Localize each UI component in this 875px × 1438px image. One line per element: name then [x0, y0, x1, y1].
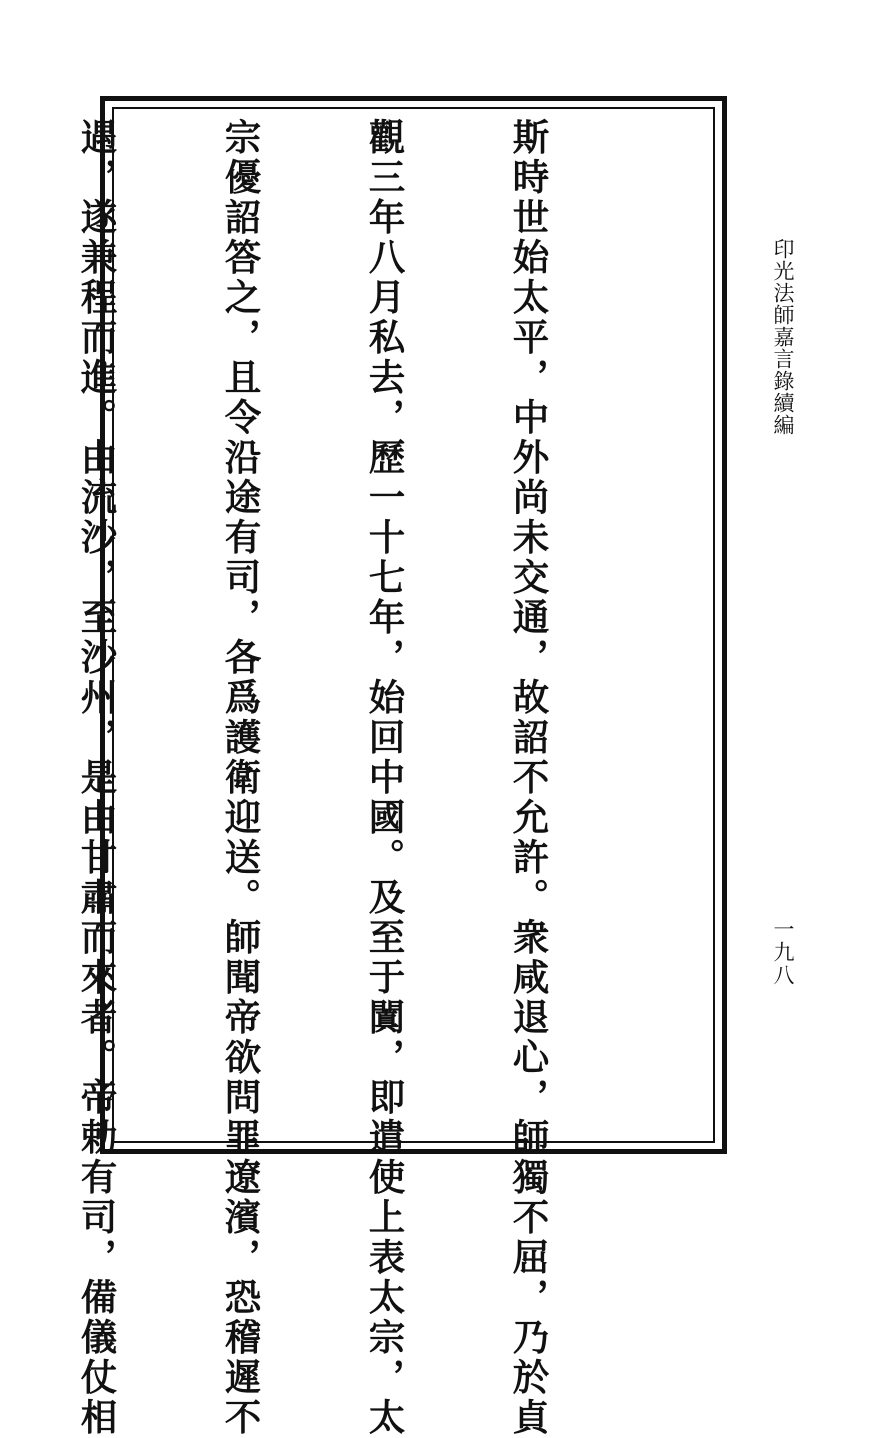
text-column-3: 宗優詔答之，且令沿途有司，各爲護衛迎送。師聞帝欲問罪遼濱，恐稽遲不	[219, 118, 262, 1438]
text-column-2: 觀三年八月私去，歷一十七年，始回中國。及至于闐，即遣使上表太宗，太	[363, 118, 406, 1438]
book-title: 印光法師嘉言錄續編	[771, 238, 795, 436]
text-column-4: 遇，遂兼程而進。由流沙，至沙州，是由甘肅而來者。帝勅有司，備儀仗相	[75, 118, 118, 1438]
page-number: 一九八	[771, 918, 795, 987]
text-column-1: 斯時世始太平，中外尚未交通，故詔不允許。衆咸退心，師獨不屈，乃於貞	[507, 118, 550, 1438]
main-text-block	[75, 118, 648, 1438]
